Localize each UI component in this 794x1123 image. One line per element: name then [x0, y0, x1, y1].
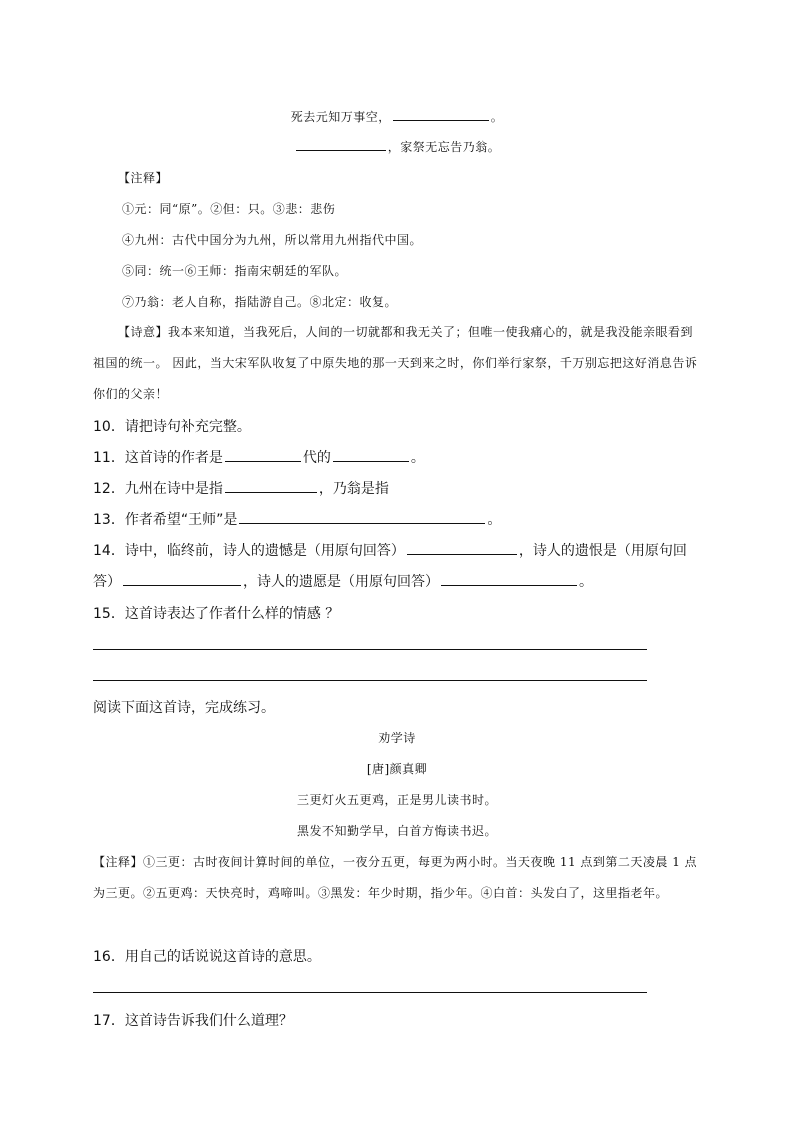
poem1-line4-blank[interactable] — [296, 136, 386, 151]
note-line-2: ④九州：古代中国分为九州，所以常用九州指代中国。 — [122, 233, 423, 247]
poem1-line4 — [0, 136, 794, 155]
poem2-line2: 黑发不知勤学早，白首方悔读书迟。 — [296, 824, 497, 838]
poem-meaning: 【诗意】我本来知道，当我死后，人间的一切就都和我无关了；但唯一使我痛心的，就是我没能亲眼看到祖国的统一。 因此，当大宋军队收复了中原失地的那一天到来之时，你们举行家祭，千万别忘把这好消息告诉你们的父亲！ — [93, 325, 698, 401]
note-line-1: ①元：同“原”。②但：只。③悲：悲伤 — [122, 202, 336, 216]
q11-name-blank[interactable] — [333, 447, 409, 462]
question-11 — [93, 447, 425, 467]
q12-jiuzhou-blank[interactable] — [225, 478, 317, 493]
poem1-line3: 死去元知万事空， 。 — [0, 106, 794, 125]
question-16: 16．用自己的话说说这首诗的意思。 — [93, 949, 321, 965]
note-line-3: ⑤同：统一⑥王师：指南宋朝廷的军队。 — [122, 264, 348, 278]
question-14-text-a: 14．诗中，临终前，诗人的遗憾是（用原句回答） — [93, 543, 405, 559]
question-14-text-e: 。 — [579, 574, 593, 590]
question-14-text-d: ，诗人的遗愿是（用原句回答） — [243, 574, 439, 590]
section2-intro: 阅读下面这首诗，完成练习。 — [93, 700, 275, 716]
question-11-text-a: 11．这首诗的作者是 — [93, 450, 223, 466]
poem1-line3-blank[interactable] — [393, 106, 489, 121]
question-12-text-b: ，乃翁是指 — [318, 481, 389, 497]
question-11-text-b: 代的 — [302, 450, 331, 466]
poem2-line1: 三更灯火五更鸡，正是男儿读书时。 — [296, 793, 497, 807]
question-13 — [93, 509, 501, 529]
q14-hatred-blank[interactable] — [123, 571, 241, 586]
poem2-author: [唐]颜真卿 — [366, 762, 428, 776]
question-13-text-b: 。 — [487, 512, 502, 528]
q16-answer-line[interactable] — [93, 992, 647, 993]
note-line-4: ⑦乃翁：老人自称，指陆游自己。⑧北定：收复。 — [122, 295, 398, 309]
q15-answer-line-2[interactable] — [93, 680, 647, 681]
q13-wangshi-blank[interactable] — [239, 509, 485, 524]
q14-regret-blank[interactable] — [407, 540, 517, 555]
notes-heading: 【注释】 — [118, 171, 169, 185]
question-12 — [93, 478, 389, 498]
question-14-text-c: 答） — [93, 574, 121, 590]
question-10: 10．请把诗句补充完整。 — [93, 419, 251, 435]
question-14-text-b: ，诗人的遗恨是（用原句回 — [518, 543, 687, 559]
q11-author-blank[interactable] — [225, 447, 301, 462]
poem2-title: 劝学诗 — [378, 731, 416, 745]
question-11-text-c: 。 — [410, 450, 425, 466]
poem2-notes: 【注释】①三更：古时夜间计算时间的单位，一夜分五更，每更为两小时。当天夜晚 11 点到第二天凌晨 1 点为三更。②五更鸡：天快亮时，鸡啼叫。③黑发：年少时期，指少年。④白首：头发白了，这里指老年。 — [93, 855, 698, 900]
poem1-line4-text: ，家祭无忘告乃翁。 — [387, 140, 501, 154]
q14-wish-blank[interactable] — [441, 571, 577, 586]
question-12-text-a: 12．九州在诗中是指 — [93, 481, 223, 497]
question-13-text-a: 13．作者希望“王师”是 — [93, 512, 238, 528]
question-14-line1 — [93, 540, 687, 560]
poem1-line3-text: 死去元知万事空， — [290, 110, 391, 124]
question-14-line2 — [93, 571, 593, 591]
question-15: 15．这首诗表达了作者什么样的情感 ？ — [93, 606, 340, 622]
q15-answer-line-1[interactable] — [93, 649, 647, 650]
question-17: 17．这首诗告诉我们什么道理？ — [93, 1013, 293, 1029]
